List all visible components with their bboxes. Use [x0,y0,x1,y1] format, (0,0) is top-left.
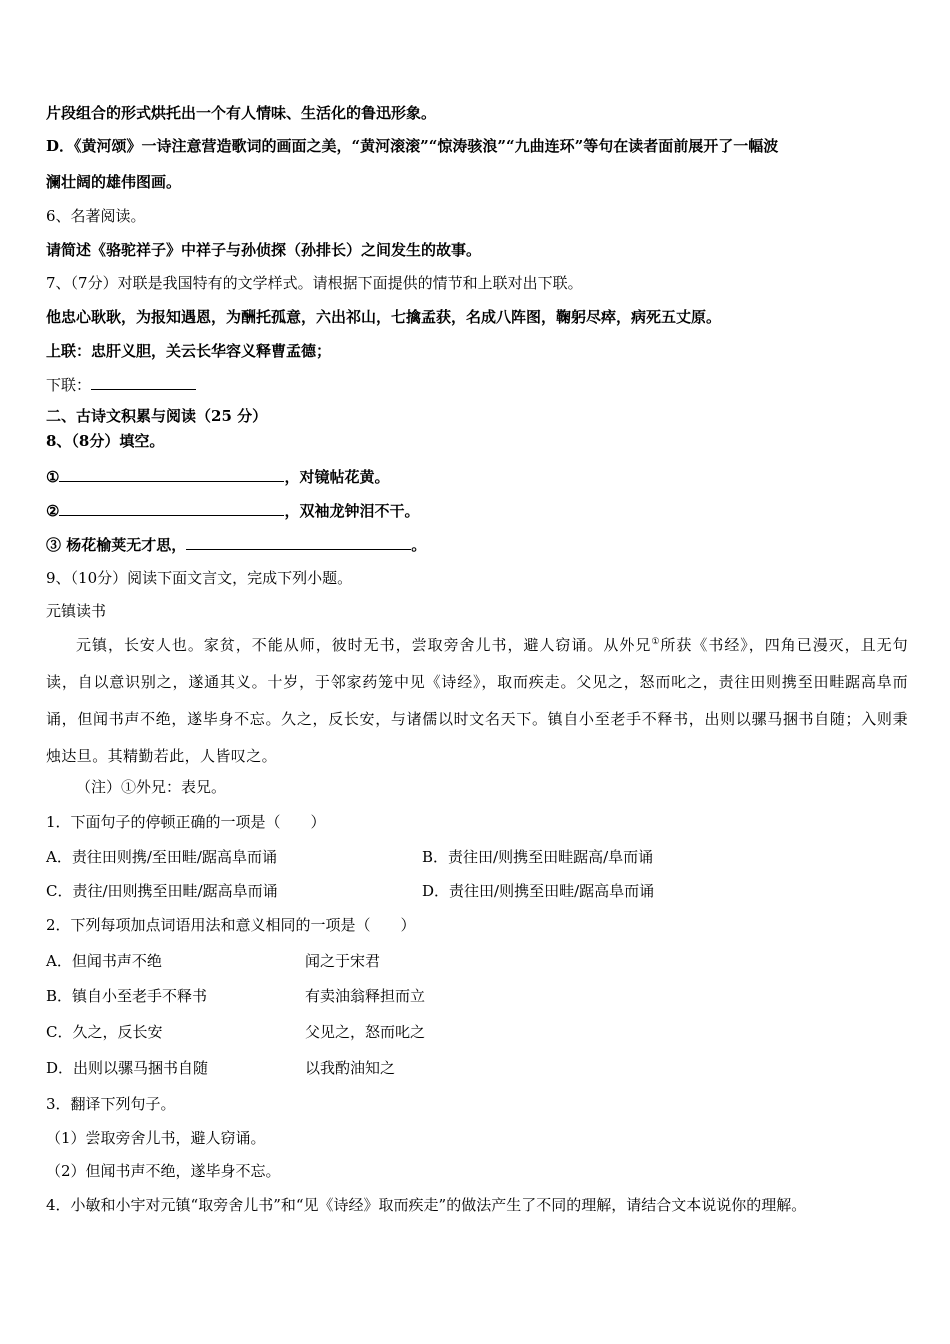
sub1-stem: 1．下面句子的停顿正确的一项是（ ） [46,813,326,831]
sub2-option-a-right: 闻之于宋君 [305,952,381,970]
q7-story: 他忠心耿耿，为报知遇恩，为酬托孤意，六出祁山，七擒孟获，名成八阵图，鞠躬尽瘁，病死五丈原。 [46,308,722,326]
intro-line: 片段组合的形式烘托出一个有人情味、生活化的鲁迅形象。 [46,104,437,122]
sub3-item2: （2）但闻书声不绝，遂毕身不忘。 [46,1162,281,1180]
q8-title: 8、（8分）填空。 [46,432,165,450]
q8-item3-prefix: ③ 杨花榆荚无才思， [46,536,187,554]
q8-item3-suffix: 。 [411,536,427,554]
footnote-marker: ① [651,637,661,647]
sub2-row-a [46,951,646,971]
q7-lower [46,374,196,395]
sub2-option-d-left[interactable]: D．出则以骡马捆书自随 [46,1059,209,1077]
passage-part-b: 所获《书经》，四角已漫灭，且无句读，自以意识别之，遂通其义。十岁，于邻家药笼中见《诗经》，取而疾走。父见之，怒而叱之，责往田则携至田畦踞高阜而诵，但闻书声不绝，遂毕身不忘。久之，反长安，与诸儒以时文名天下。镇自小至老手不释书，出则以骡马捆书自随；入则秉烛达旦。其精勤若此，人皆叹之。 [46,636,909,765]
sub1-option-b[interactable]: B．责往田/则携至田畦踞高/阜而诵 [422,848,654,866]
q8-item3-blank[interactable] [186,534,411,550]
q8-item2-marker: ② [46,502,60,520]
q8-item3 [46,534,426,555]
sub4-stem: 4．小敏和小宇对元镇“取旁舍儿书”和“见《诗经》取而疾走”的做法产生了不同的理解，请结合文本说说你的理解。 [46,1196,807,1214]
sub2-row-b [46,986,646,1006]
q8-item1 [46,466,389,487]
sub3-item1: （1）尝取旁舍儿书，避人窃诵。 [46,1129,266,1147]
passage-part-a: 元镇，长安人也。家贫，不能从师，彼时无书，尝取旁舍儿书，避人窃诵。从外兄 [76,636,652,654]
q8-item1-marker: ① [46,468,60,486]
sub2-row-c [46,1022,646,1042]
q7-lower-label: 下联： [46,376,92,394]
sub2-option-b-left[interactable]: B．镇自小至老手不释书 [46,987,208,1005]
passage-note: （注）①外兄：表兄。 [76,778,227,796]
q8-item1-suffix: ，对镜帖花黄。 [284,468,390,486]
sub2-option-d-right: 以我酌油知之 [305,1059,396,1077]
sub1-row2 [46,881,906,901]
q9-title: 9、（10分）阅读下面文言文，完成下列小题。 [46,569,353,587]
sub3-stem: 3．翻译下列句子。 [46,1095,176,1113]
passage-title: 元镇读书 [46,602,107,620]
section2-title: 二、古诗文积累与阅读（25 分） [46,407,268,425]
q8-item2 [46,500,419,521]
q6-prompt: 请简述《骆驼祥子》中祥子与孙侦探（孙排长）之间发生的故事。 [46,241,482,259]
sub2-row-d [46,1058,646,1078]
q8-item2-blank[interactable] [59,500,284,516]
sub1-option-c[interactable]: C．责往/田则携至田畦/踞高阜而诵 [46,882,278,900]
q8-item1-blank[interactable] [59,466,284,482]
q5-option-d-line2: 澜壮阔的雄伟图画。 [46,173,182,191]
q8-item2-suffix: ，双袖龙钟泪不干。 [284,502,420,520]
sub1-option-d[interactable]: D．责往田/则携至田畦/踞高阜而诵 [422,882,655,900]
sub2-option-b-right: 有卖油翁释担而立 [305,987,426,1005]
q5-option-d-line1: D．《黄河颂》一诗注意营造歌词的画面之美，“黄河滚滚”“惊涛骇浪”“九曲连环”等句在读者面前展开了一幅波 [46,137,779,155]
sub1-row1 [46,847,906,867]
sub2-stem: 2．下列每项加点词语用法和意义相同的一项是（ ） [46,916,416,934]
q7-title-text: 7、（7分）对联是我国特有的文学样式。请根据下面提供的情节和上联对出下联。 [46,274,583,292]
sub2-option-c-right: 父见之，怒而叱之 [305,1023,426,1041]
q7-title [46,273,583,293]
q6-title: 6、名著阅读。 [46,207,146,225]
sub2-option-a-left[interactable]: A．但闻书声不绝 [46,952,162,970]
q7-upper: 上联：忠肝义胆，关云长华容义释曹孟德； [46,342,332,360]
q7-lower-blank[interactable] [91,374,196,390]
sub1-option-a[interactable]: A．责往田则携/至田畦/踞高阜而诵 [46,848,277,866]
passage-body [46,624,908,775]
sub2-option-c-left[interactable]: C．久之，反长安 [46,1023,163,1041]
